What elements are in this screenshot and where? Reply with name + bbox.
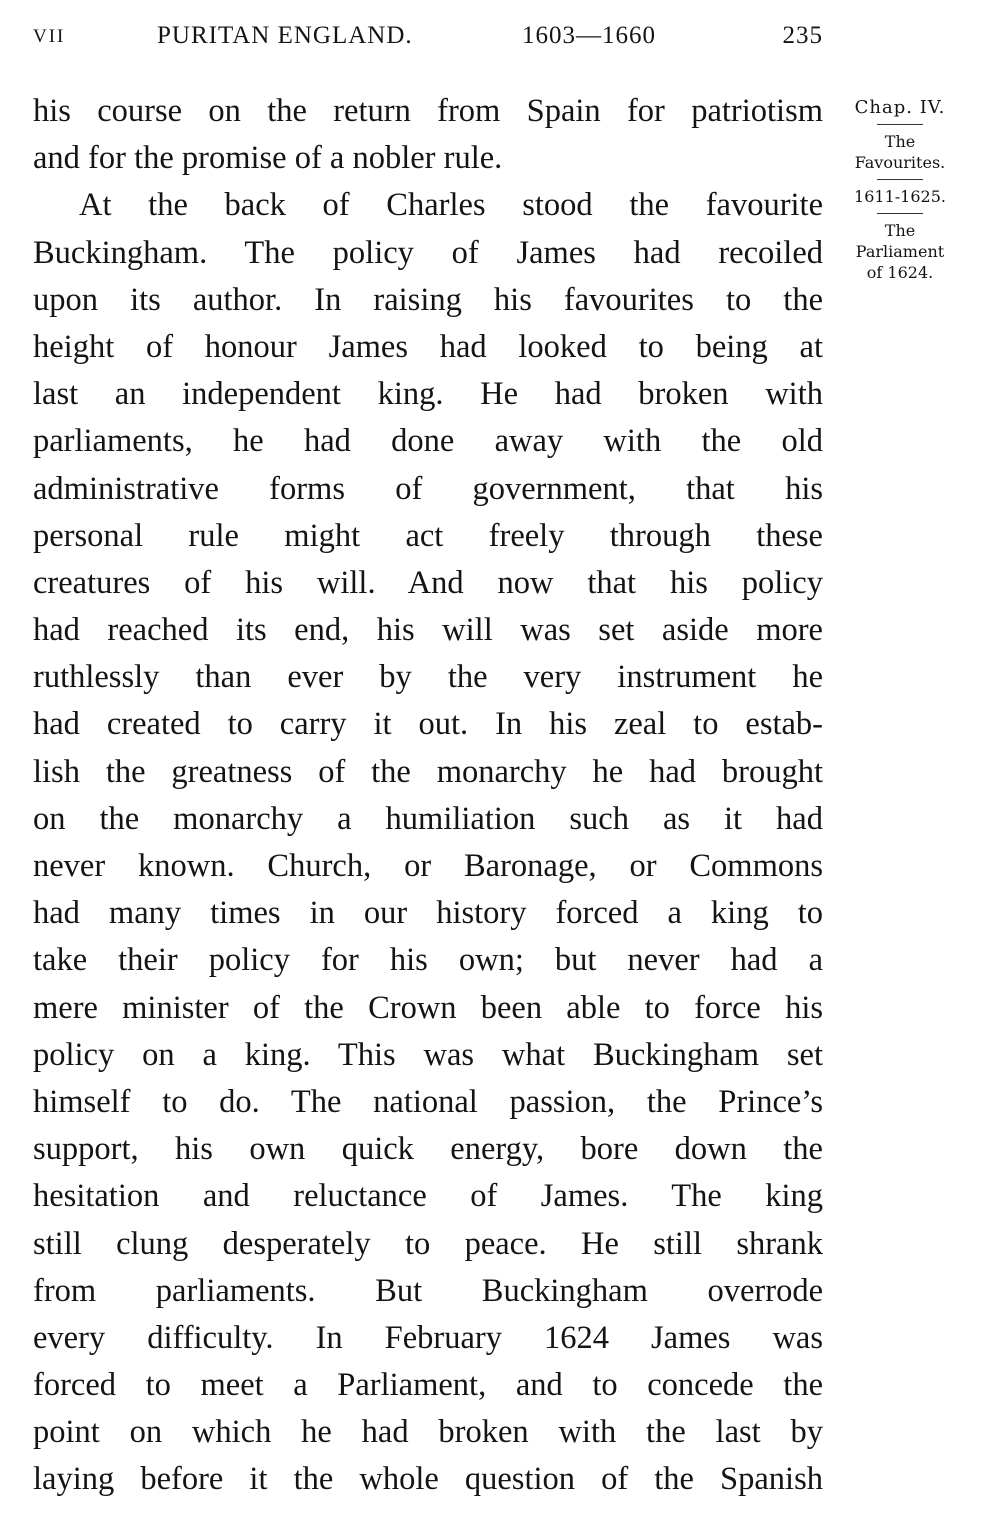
margin-note-line: Parliament [855,242,945,261]
text-line: last an independent king. He had broken with [33,376,823,413]
text-line: every difficulty. In February 1624 James was [33,1319,823,1356]
margin-year-range: 1611-1625. [854,187,946,206]
text-line: At the back of Charles stood the favourite [79,187,823,224]
text-line: forced to meet a Parliament, and to concede the [33,1367,823,1404]
text-line: on the monarchy a humiliation such as it had [33,800,823,837]
text-line: hesitation and reluctance of James. The king [33,1178,823,1215]
body-text [33,88,823,1504]
margin-note-line: The [884,132,916,151]
margin-divider [877,179,923,180]
text-line: and for the promise of a nobler rule. [33,140,503,177]
text-line: administrative forms of government, that his [33,470,823,507]
text-line: take their policy for his own; but never had a [33,942,823,979]
margin-note-line: of 1624. [866,263,934,282]
text-line: his course on the return from Spain for patriotism [33,93,823,129]
text-line: had reached its end, his will was set aside more [33,612,823,649]
margin-divider [877,124,923,125]
header-chapter-number: VII [33,26,66,47]
text-line: had created to carry it out. In his zeal to estab- [33,706,823,743]
margin-note-line: Favourites. [854,153,946,172]
text-line: point on which he had broken with the last by [33,1414,823,1451]
header-book-title: PURITAN ENGLAND. [157,22,413,49]
text-line: Buckingham. The policy of James had recoiled [33,234,823,271]
text-line: still clung desperately to peace. He still shrank [33,1225,823,1262]
text-line: creatures of his will. And now that his policy [33,564,823,601]
marginal-notes [832,97,968,289]
text-line: mere minister of the Crown been able to force his [33,989,823,1026]
text-line: ruthlessly than ever by the very instrument he [33,659,823,696]
text-line: support, his own quick energy, bore down the [33,1131,823,1168]
margin-note-line: The [884,221,916,240]
text-line: upon its author. In raising his favourites to the [33,281,823,318]
text-line: himself to do. The national passion, the Prince’s [33,1083,823,1120]
page-number: 235 [782,22,823,49]
text-line: never known. Church, or Baronage, or Commons [33,848,823,884]
text-line: policy on a king. This was what Buckingham set [33,1036,823,1073]
margin-section-parliament [832,220,968,283]
text-line: laying before it the whole question of the Spanish [33,1461,823,1498]
margin-chapter-label: Chap. IV. [854,97,946,118]
text-line: had many times in our history forced a king to [33,895,823,932]
text-line: personal rule might act freely through these [33,517,823,554]
running-header [33,22,823,56]
header-date-range: 1603—1660 [522,22,656,49]
margin-section-favourites [832,131,968,173]
text-line: height of honour James had looked to being at [33,328,823,365]
margin-divider [877,213,923,214]
text-line: lish the greatness of the monarchy he had brought [33,753,823,790]
text-line: parliaments, he had done away with the old [33,423,823,460]
text-line: from parliaments. But Buckingham overrode [33,1272,823,1309]
